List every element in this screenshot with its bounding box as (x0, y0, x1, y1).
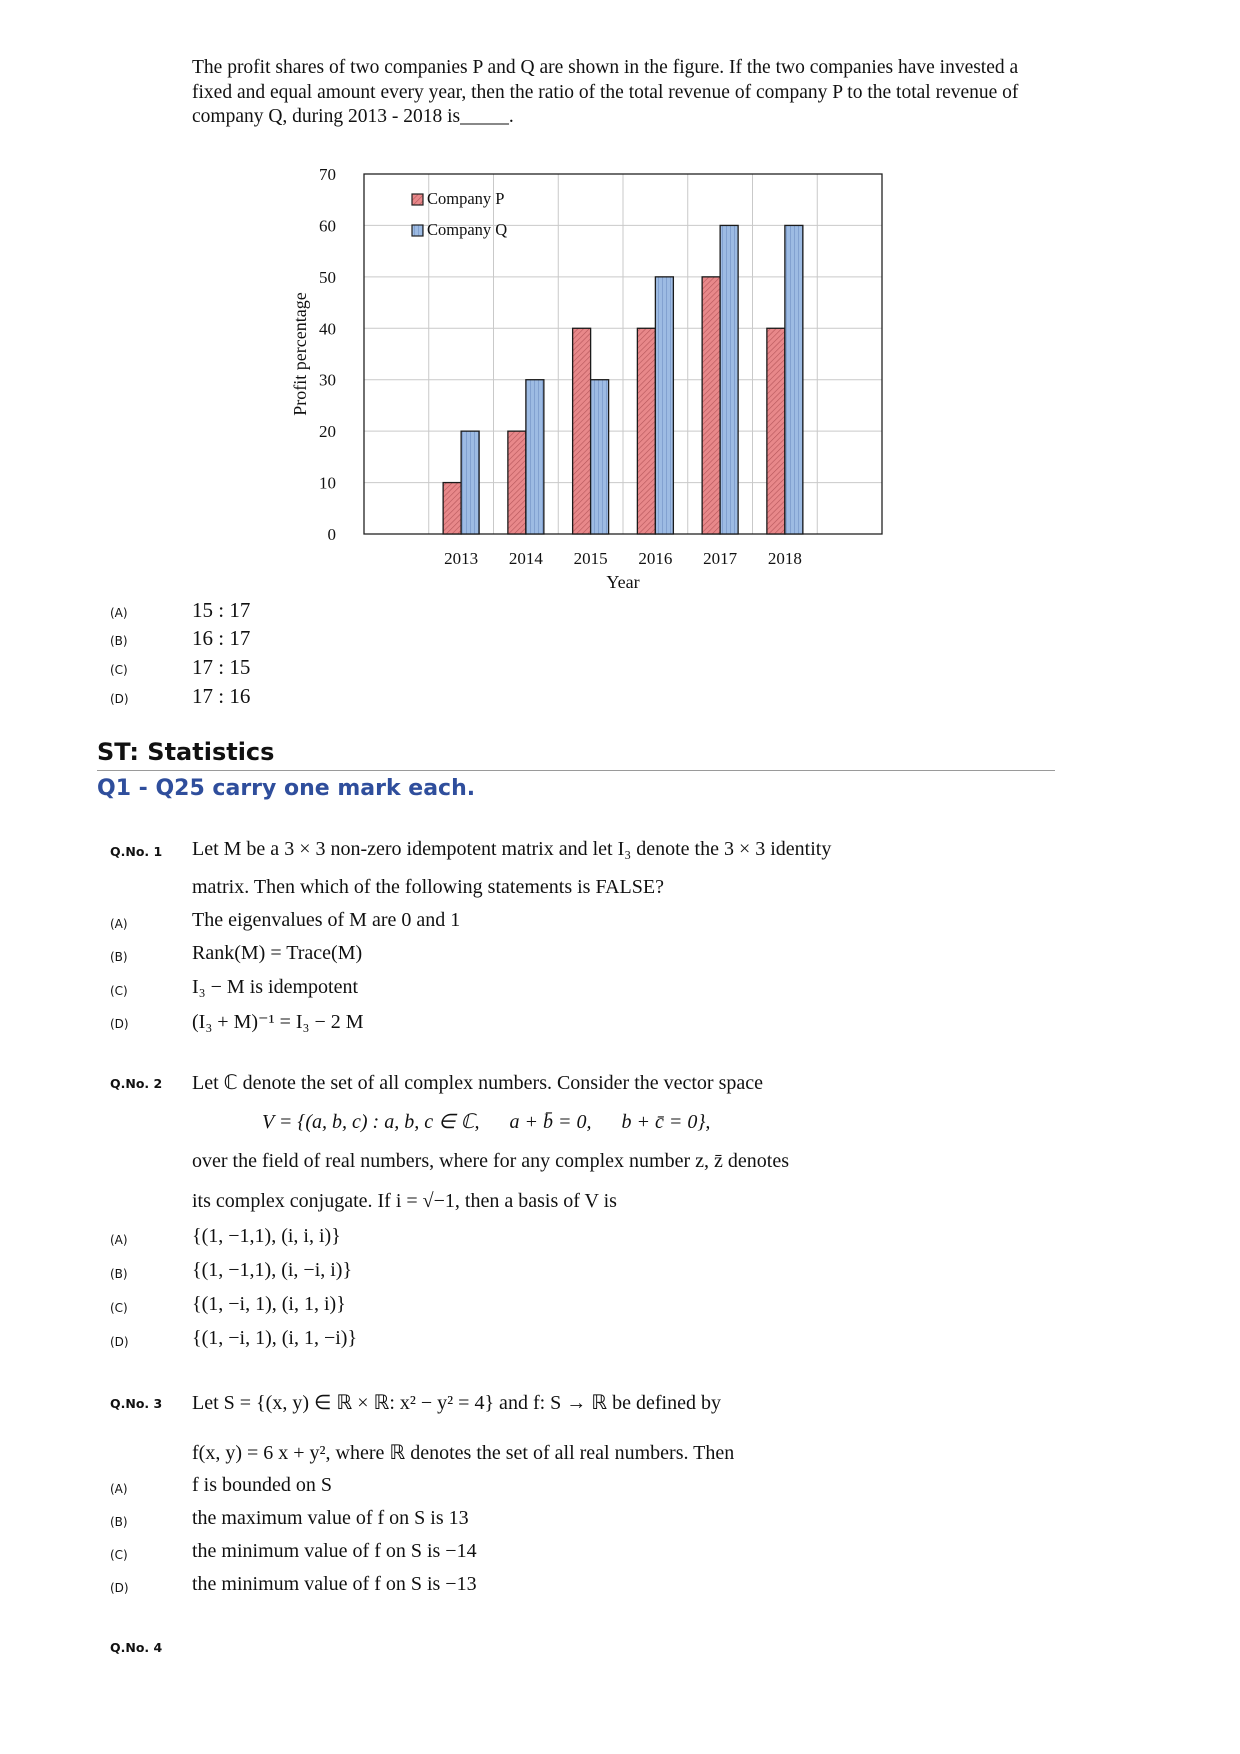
y-tick-label-50: 50 (319, 267, 336, 287)
q2-text-line3: over the field of real numbers, where for any complex number z, z̄ denotes (192, 1150, 789, 1172)
y-tick-label-10: 10 (319, 473, 336, 493)
q3-option-a-text[interactable]: f is bounded on S (192, 1474, 332, 1496)
q3-option-c-label: (C) (110, 1548, 128, 1562)
x-tick-label-2018: 2018 (767, 549, 802, 568)
bar-company-q-2015 (591, 380, 609, 534)
q1-option-d-label: (D) (110, 1017, 129, 1031)
intro-option-a-text[interactable]: 15 : 17 (192, 598, 251, 622)
legend-label-company-p: Company P (427, 189, 505, 208)
x-tick-label-2014: 2014 (508, 549, 543, 568)
x-axis-label: Year (606, 572, 640, 592)
q3-option-c-text[interactable]: the minimum value of f on S is −14 (192, 1540, 477, 1562)
q2-option-a-label: (A) (110, 1233, 128, 1247)
q3-option-d-text[interactable]: the minimum value of f on S is −13 (192, 1573, 477, 1595)
q2-option-a-text[interactable]: {(1, −1,1), (i, i, i)} (192, 1225, 341, 1247)
legend-swatch-company-p (412, 194, 423, 205)
x-tick-label-2017: 2017 (703, 549, 738, 568)
y-tick-label-30: 30 (319, 370, 336, 390)
x-tick-label-2015: 2015 (573, 549, 608, 568)
y-tick-label-20: 20 (319, 422, 336, 442)
q2-option-d-text[interactable]: {(1, −i, 1), (i, 1, −i)} (192, 1327, 358, 1349)
q2-option-c-text[interactable]: {(1, −i, 1), (i, 1, i)} (192, 1293, 346, 1315)
intro-option-d-label: (D) (110, 692, 129, 706)
section-divider (97, 770, 1055, 771)
section-subtitle: Q1 - Q25 carry one mark each. (97, 776, 476, 801)
q3-option-b-label: (B) (110, 1515, 128, 1529)
q1-option-b-label: (B) (110, 950, 128, 964)
intro-question-text: The profit shares of two companies P and Q are shown in the figure. If the two companies have invested a fixed and equal amount every year, then the ratio of the total revenue of company P to the total revenue of company Q, during 2013 - 2018 is_____. (192, 57, 1019, 127)
intro-option-c-label: (C) (110, 663, 128, 677)
chart-legend (412, 189, 507, 239)
bar-company-q-2018 (785, 225, 803, 534)
bar-company-q-2013 (461, 431, 479, 534)
intro-option-b-text[interactable]: 16 : 17 (192, 626, 251, 650)
q4-number: Q.No. 4 (110, 1640, 163, 1655)
legend-swatch-company-q (412, 225, 423, 236)
y-tick-label-70: 70 (319, 165, 336, 184)
x-axis-ticks (444, 549, 802, 568)
q2-number: Q.No. 2 (110, 1076, 163, 1091)
bar-company-p-2013 (443, 483, 461, 534)
bar-company-p-2017 (702, 277, 720, 534)
q2-option-b-text[interactable]: {(1, −1,1), (i, −i, i)} (192, 1259, 353, 1281)
q2-option-d-label: (D) (110, 1335, 129, 1349)
intro-option-a-label: (A) (110, 606, 128, 620)
q2-text-line1: Let ℂ denote the set of all complex numbers. Consider the vector space (192, 1072, 764, 1094)
bar-company-q-2014 (526, 380, 544, 534)
q2-equation: V = {(a, b, c) : a, b, c ∈ ℂ, a + b̄ = 0, b + c̄ = 0}, (262, 1111, 711, 1133)
bar-company-p-2015 (573, 328, 591, 534)
bar-company-p-2014 (508, 431, 526, 534)
q3-number: Q.No. 3 (110, 1396, 163, 1411)
profit-bar-chart (290, 158, 910, 598)
y-tick-label-60: 60 (319, 216, 336, 236)
bar-company-p-2018 (767, 328, 785, 534)
intro-option-d-text[interactable]: 17 : 16 (192, 684, 251, 708)
q3-option-a-label: (A) (110, 1482, 128, 1496)
q1-option-c-text[interactable]: I₃ − M is idempotent (192, 976, 359, 998)
q1-option-a-label: (A) (110, 917, 128, 931)
q2-option-c-label: (C) (110, 1301, 128, 1315)
section-title: ST: Statistics (97, 738, 275, 766)
q1-text-line2: matrix. Then which of the following statements is FALSE? (192, 876, 664, 898)
q2-option-b-label: (B) (110, 1267, 128, 1281)
q1-option-a-text[interactable]: The eigenvalues of M are 0 and 1 (192, 909, 461, 931)
q2-text-line4: its complex conjugate. If i = √−1, then a basis of V is (192, 1190, 617, 1212)
q1-number: Q.No. 1 (110, 844, 163, 859)
q1-option-b-text[interactable]: Rank(M) = Trace(M) (192, 942, 363, 964)
y-axis-ticks (319, 165, 336, 544)
y-tick-label-40: 40 (319, 319, 336, 339)
intro-option-b-label: (B) (110, 634, 128, 648)
x-tick-label-2013: 2013 (444, 549, 479, 568)
intro-option-c-text[interactable]: 17 : 15 (192, 655, 251, 679)
q3-option-d-label: (D) (110, 1581, 129, 1595)
q1-option-d-text[interactable]: (I₃ + M)⁻¹ = I₃ − 2 M (192, 1011, 364, 1033)
legend-label-company-q: Company Q (427, 220, 508, 239)
q3-text-line2: f(x, y) = 6 x + y², where ℝ denotes the set of all real numbers. Then (192, 1442, 735, 1464)
bar-company-q-2016 (655, 277, 673, 534)
x-tick-label-2016: 2016 (638, 549, 673, 568)
bar-company-p-2016 (637, 328, 655, 534)
q3-text-line1: Let S = {(x, y) ∈ ℝ × ℝ: x² − y² = 4} and f: S → ℝ be defined by (192, 1392, 721, 1414)
q1-text-line1: Let M be a 3 × 3 non-zero idempotent matrix and let I₃ denote the 3 × 3 identity (192, 838, 832, 860)
y-axis-label: Profit percentage (290, 292, 310, 416)
bar-company-q-2017 (720, 225, 738, 534)
y-tick-label-0: 0 (327, 525, 336, 544)
q1-option-c-label: (C) (110, 984, 128, 998)
q3-option-b-text[interactable]: the maximum value of f on S is 13 (192, 1507, 469, 1529)
